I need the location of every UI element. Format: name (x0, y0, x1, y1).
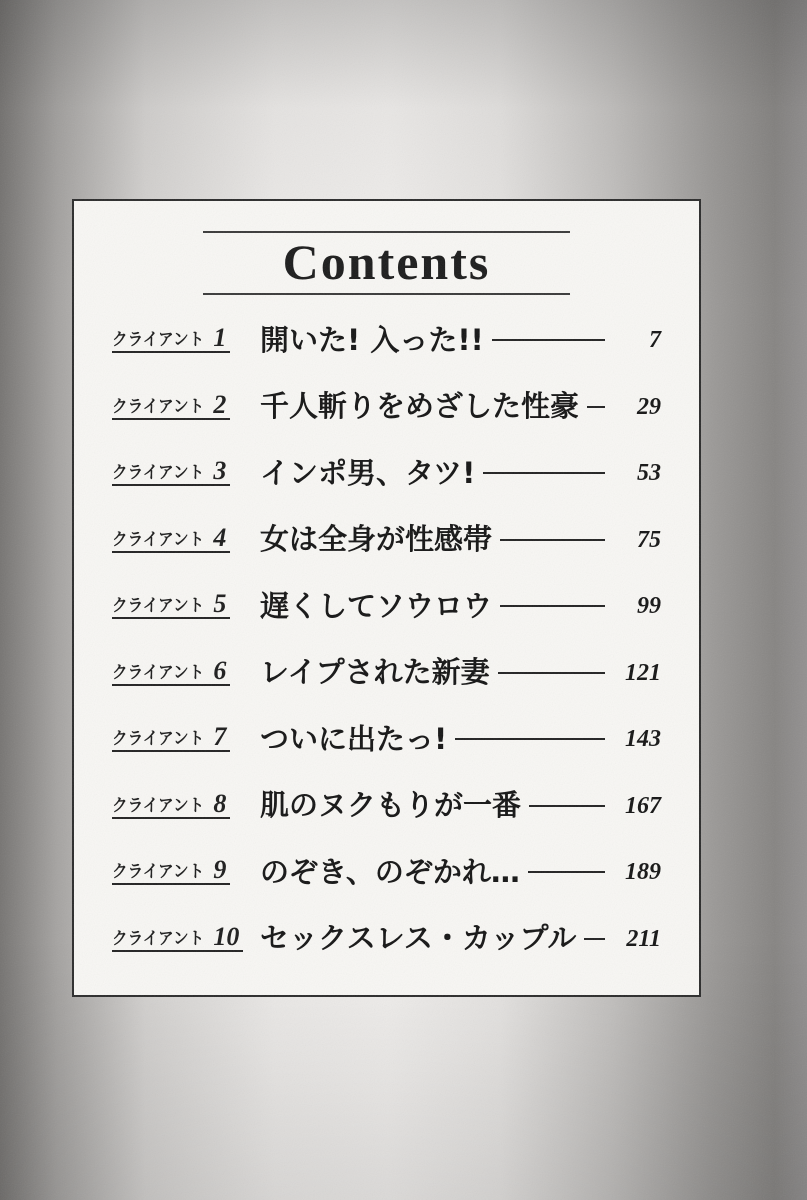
page-number: 75 (637, 526, 661, 553)
page-number: 99 (637, 593, 661, 620)
chapter-title: レイプされた新妻 (260, 655, 490, 690)
chapter-label-underline (112, 855, 230, 885)
chapter-title: 肌のヌクもりが一番 (260, 788, 522, 823)
page-number: 167 (625, 792, 661, 819)
leader-line (498, 672, 605, 674)
chapter-number: 3 (213, 456, 227, 486)
chapter-label (112, 655, 260, 686)
chapter-label-underline (112, 788, 230, 819)
chapter-number: 5 (213, 589, 227, 619)
toc-entry (112, 440, 661, 507)
chapter-label-underline (112, 921, 243, 952)
chapter-label-underline (112, 456, 230, 486)
chapter-label (112, 788, 260, 819)
chapter-title: 千人斬りをめざした性豪 (260, 389, 580, 424)
chapter-title: 開いた! 入った!! (260, 322, 484, 357)
page-number: 53 (637, 460, 661, 487)
chapter-number: 1 (213, 323, 227, 353)
leader-line (529, 805, 605, 807)
header-rule-top (203, 231, 570, 233)
page-number: 7 (649, 327, 661, 354)
chapter-label (112, 855, 260, 885)
page-number: 211 (626, 925, 661, 952)
chapter-title: セックスレス・カップル (260, 921, 577, 956)
chapter-label-text: クライアント (112, 330, 205, 351)
chapter-label-underline (112, 722, 230, 752)
toc-entry (112, 307, 661, 374)
leader-line (500, 605, 605, 607)
toc-list (112, 307, 661, 972)
toc-entry (112, 374, 661, 441)
chapter-label-text: クライアント (112, 529, 205, 550)
chapter-label (112, 456, 260, 486)
chapter-label-underline (112, 655, 230, 686)
leader-line (483, 472, 605, 474)
toc-entry (112, 507, 661, 574)
chapter-number: 9 (213, 855, 227, 885)
page-number: 121 (625, 659, 661, 686)
chapter-number: 8 (213, 788, 227, 818)
chapter-number: 2 (213, 389, 227, 419)
chapter-label-underline (112, 589, 230, 619)
chapter-label-underline (112, 389, 230, 420)
contents-header (203, 231, 570, 295)
chapter-label (112, 323, 260, 353)
page-number: 143 (625, 726, 661, 753)
chapter-label (112, 722, 260, 752)
contents-box (72, 199, 701, 997)
chapter-label-text: クライアント (112, 928, 205, 949)
toc-entry (112, 640, 661, 707)
chapter-label-text: クライアント (112, 795, 205, 816)
leader-line (584, 938, 605, 940)
chapter-label-text: クライアント (112, 662, 205, 683)
chapter-label-text: クライアント (112, 596, 205, 617)
chapter-label-text: クライアント (112, 862, 205, 883)
chapter-number: 10 (213, 921, 240, 951)
chapter-label-text: クライアント (112, 729, 205, 750)
leader-line (500, 539, 605, 541)
chapter-label (112, 522, 260, 553)
toc-entry (112, 573, 661, 640)
chapter-label (112, 389, 260, 420)
chapter-title: ついに出たっ! (260, 721, 448, 756)
chapter-title: 女は全身が性感帯 (260, 522, 493, 557)
leader-line (455, 738, 605, 740)
chapter-label-text: クライアント (112, 463, 205, 484)
page-number: 29 (637, 393, 661, 420)
leader-line (492, 339, 605, 341)
chapter-label-underline (112, 522, 230, 553)
chapter-number: 4 (213, 522, 227, 552)
chapter-number: 6 (213, 655, 227, 685)
chapter-title: 遅くしてソウロウ (260, 588, 493, 623)
page-title: Contents (282, 234, 491, 290)
toc-entry (112, 839, 661, 906)
chapter-title: のぞき、のぞかれ… (260, 854, 520, 889)
chapter-label-underline (112, 323, 230, 353)
toc-entry (112, 773, 661, 840)
chapter-label (112, 921, 260, 952)
toc-entry (112, 906, 661, 973)
page-number: 189 (625, 859, 661, 886)
chapter-label-text: クライアント (112, 396, 205, 417)
chapter-label (112, 589, 260, 619)
toc-entry (112, 706, 661, 773)
header-rule-bottom (203, 293, 570, 295)
chapter-number: 7 (213, 722, 227, 752)
leader-line (528, 871, 605, 873)
leader-line (587, 406, 605, 408)
chapter-title: インポ男、タツ! (260, 455, 476, 490)
